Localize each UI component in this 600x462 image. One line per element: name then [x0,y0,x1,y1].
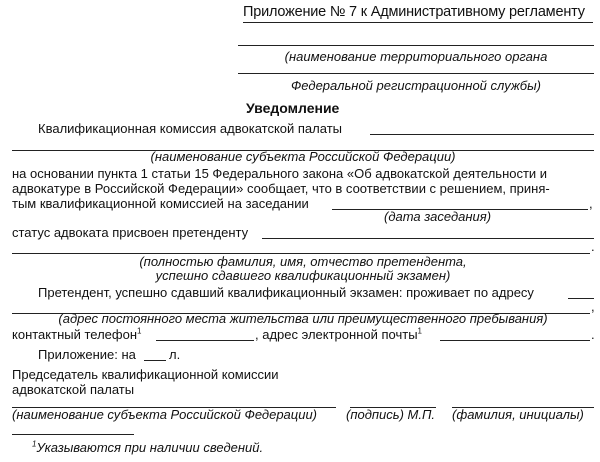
commission-label: Квалификационная комиссия адвокатской палаты [38,121,342,136]
signature-sign-hint: (подпись) М.П. [346,407,436,422]
address-label: Претендент, успешно сдавший квалификационный экзамен: проживает по адресу [38,285,534,300]
registration-service-line [238,73,594,74]
signature-subject-hint: (наименование субъекта Российской Федерации) [12,407,317,422]
chair-line-1: Председатель квалификационной комиссии [12,367,279,382]
footnote [32,441,263,455]
full-name-hint-2: успешно сдавшего квалификационный экзамен) [155,268,451,283]
appendix-underline [243,22,593,23]
chair-line-2: адвокатской палаты [12,382,135,397]
attachment-pages-line [144,360,166,361]
candidate-line-1 [262,238,594,239]
territorial-organ-line [238,45,594,46]
attachment-unit: л. [169,347,181,362]
basis-line-2: адвокатуре в Российской Федерации» сообщает, что в соответствии с решением, приня- [12,181,550,196]
status-label: статус адвоката присвоен претенденту [12,225,249,240]
email-line [440,340,590,341]
footnote-mark: 1 [32,439,37,449]
territorial-organ-hint: (наименование территориального органа [284,49,548,64]
phone-footnote-mark: 1 [137,326,142,336]
registration-service-hint: Федеральной регистрационной службы) [290,78,542,93]
notice-title: Уведомление [246,100,340,116]
email-period: . [591,327,595,342]
footnote-text: Указываются при наличии сведений. [36,440,264,455]
phone-label: контактный телефон$^1$ [12,326,142,342]
meeting-date-comma: , [589,196,593,211]
signature-name-hint: (фамилия, инициалы) [452,407,584,422]
email-label: , адрес электронной почты$^1$ [255,326,422,342]
phone-line [156,340,254,341]
basis-line-1: на основании пункта 1 статьи 15 Федерального закона «Об адвокатской деятельности и [12,166,548,181]
basis-line-3: тым квалификационной комиссией на заседании [12,196,309,211]
address-hint: (адрес постоянного места жительства или преимущественного пребывания) [58,311,548,326]
attachment-label: Приложение: на [38,347,136,362]
commission-chamber-line [370,134,594,135]
appendix-heading: Приложение № 7 к Административному регламенту [243,4,585,20]
full-name-hint-1: (полностью фамилия, имя, отчество претендента, [139,254,467,269]
footnote-separator [12,434,134,435]
email-footnote-mark: 1 [417,326,422,336]
subject-hint: (наименование субъекта Российской Федерации) [150,149,456,164]
address-comma: , [591,299,595,314]
meeting-date-hint: (дата заседания) [384,209,492,224]
candidate-period: . [591,239,595,254]
